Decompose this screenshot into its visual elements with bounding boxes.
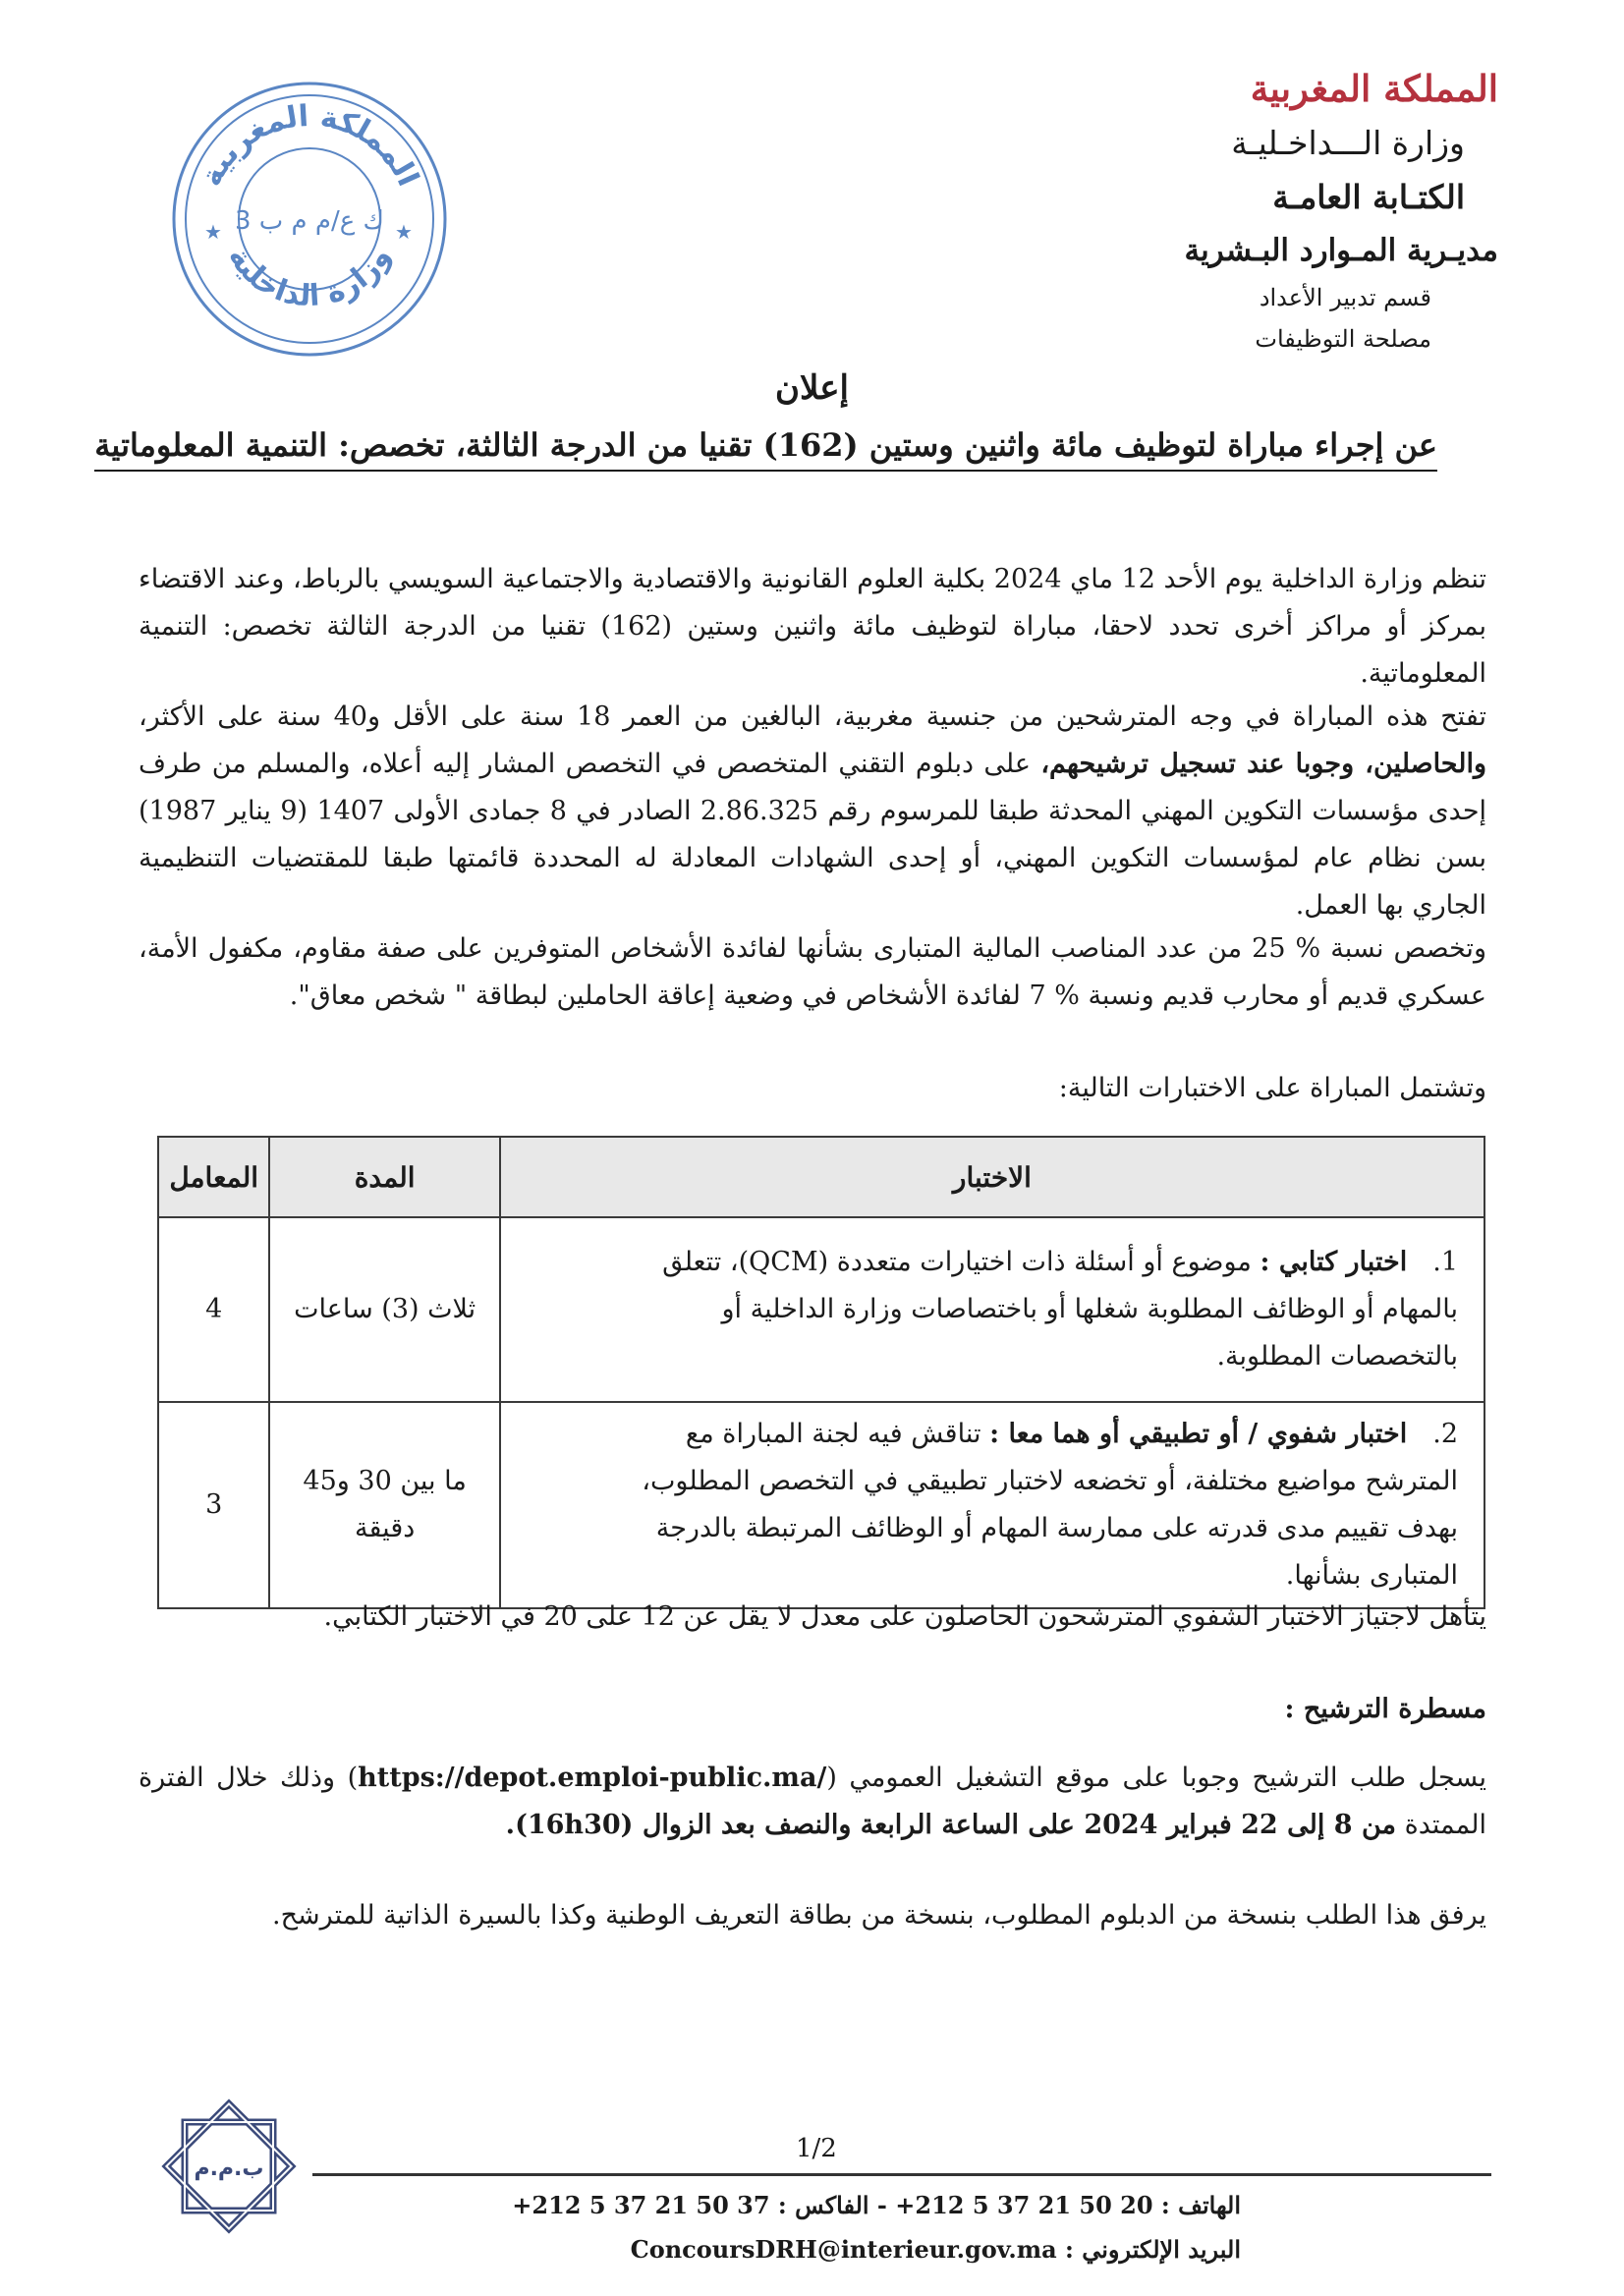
- test-title: اختبار شفوي / أو تطبيقي أو هما معا :: [989, 1419, 1408, 1449]
- application-url-link[interactable]: https://depot.emploi-public.ma/: [358, 1763, 827, 1793]
- stamp-seal-icon: [167, 77, 452, 362]
- page-number: 1/2: [796, 2134, 837, 2163]
- svg-text:وزارة الداخلية: [221, 241, 398, 313]
- logo-text: ب.م.م: [194, 2156, 264, 2181]
- eligibility-bold: والحاصلين، وجوبا عند تسجيل ترشيحهم،: [1040, 749, 1486, 779]
- ministry-name: وزارة الـــداخـليـة: [1231, 124, 1465, 162]
- table-row: [158, 1402, 1484, 1608]
- stamp-star-icon: ★: [395, 220, 413, 244]
- recruitment-service: مصلحة التوظيفات: [1255, 325, 1431, 353]
- paragraph-attachments: يرفق هذا الطلب بنسخة من الدبلوم المطلوب، بنسخة من بطاقة التعريف الوطنية وكذا بالسيرة الذاتية للمترشح.: [272, 1900, 1486, 1931]
- test-description: موضوع أو أسئلة ذات اختيارات متعددة (QCM)، تتعلق بالمهام أو الوظائف المطلوبة شغلها أو باختصاصات وزارة الداخلية أو بالتخصصات المطلوبة.: [662, 1247, 1458, 1372]
- ministry-stamp: [167, 77, 452, 362]
- test-cell: [500, 1217, 1484, 1402]
- stamp-star-icon: ★: [204, 220, 222, 244]
- email-label: البريد الإلكتروني :: [1065, 2235, 1241, 2264]
- fax-label: - الفاكس :: [777, 2191, 887, 2219]
- footer-divider: [312, 2173, 1491, 2176]
- phone-number: +212 5 37 21 50 20: [895, 2191, 1153, 2219]
- paragraph-tests-intro: وتشتمل المباراة على الاختبارات التالية:: [1058, 1073, 1486, 1103]
- footer-contact-email: [631, 2230, 1241, 2269]
- paragraph-eligibility: [139, 694, 1486, 929]
- paragraph-application: [139, 1755, 1486, 1849]
- paragraph-quotas: وتخصص نسبة % 25 من عدد المناصب المالية المتبارى بشأنها لفائدة الأشخاص المتوفرين على صفة مقاوم، مكفول الأمة، عسكري قديم أو محارب قديم ونسبة % 7 لفائدة الأشخاص في وضعية إعاقة الحاملين لبطاقة " شخص معاق".: [139, 933, 1486, 1011]
- kingdom-name: المملكة المغربية: [1250, 67, 1498, 110]
- test-title: اختبار كتابي :: [1260, 1247, 1408, 1277]
- duration-cell: ثلاث (3) ساعات: [269, 1217, 499, 1402]
- paragraph-exam-info: تنظم وزارة الداخلية يوم الأحد 12 ماي 2024 بكلية العلوم القانونية والاقتصادية والاجتماعية السويسي بالرباط، وعند الاقتضاء بمركز أو مراكز أخرى تحدد لاحقا، مباراة لتوظيف مائة واثنين وستين (162) تقنيا من الدرجة الثالثة تخصص: التنمية المعلوماتية.: [139, 564, 1486, 689]
- paragraph-oral-qualification: يتأهل لاجتياز الاختبار الشفوي المترشحون الحاصلون على معدل لا يقل عن 12 على 20 في الاختبار الكتابي.: [323, 1601, 1486, 1632]
- header-duration: المدة: [269, 1137, 499, 1217]
- announcement-subtitle: عن إجراء مباراة لتوظيف مائة واثنين وستين (162) تقنيا من الدرجة الثالثة، تخصص: التنمية المعلوماتية: [94, 420, 1437, 472]
- application-text-a: يسجل طلب الترشيح وجوبا على موقع التشغيل العمومي (: [826, 1763, 1486, 1793]
- email-link[interactable]: ConcoursDRH@interieur.gov.ma: [630, 2235, 1057, 2264]
- announcement-title: إعلان: [775, 368, 849, 408]
- header-test: الاختبار: [500, 1137, 1484, 1217]
- hr-directorate: مديـرية المـوارد البـشرية: [1184, 233, 1498, 268]
- duration-cell: ما بين 30 و45 دقيقة: [269, 1402, 499, 1608]
- test-number: 2.: [1432, 1419, 1458, 1449]
- eight-point-star-logo-icon: [155, 2093, 303, 2240]
- fax-number: +212 5 37 21 50 37: [512, 2191, 770, 2219]
- letterhead: [1086, 61, 1498, 360]
- phone-label: الهاتف :: [1160, 2191, 1241, 2219]
- test-number: 1.: [1432, 1247, 1458, 1277]
- eligibility-text-b: على دبلوم التقني المتخصص في التخصص المشار إليه أعلاه، والمسلم من طرف إحدى مؤسسات التكوين المهني المحدثة طبقا للمرسوم رقم 2.86.325 الصادر في 8 جمادى الأولى 1407 (9 يناير 1987) بسن نظام عام لمؤسسات التكوين المهني، أو إحدى الشهادات المعادلة له المحددة قائمتها طبقا للمقتضيات التنظيمية الجاري بها العمل.: [139, 749, 1487, 921]
- table-row: [158, 1217, 1484, 1402]
- table-header-row: [158, 1137, 1484, 1217]
- coefficient-cell: 3: [158, 1402, 269, 1608]
- staffing-division: قسم تدبير الأعداد: [1259, 284, 1431, 311]
- header-coefficient: المعامل: [158, 1137, 269, 1217]
- application-text-b: ) وذلك خلال الفترة الممتدة: [139, 1763, 1486, 1840]
- test-cell: [500, 1402, 1484, 1608]
- footer-logo: [155, 2093, 303, 2240]
- procedure-heading: مسطرة الترشيح :: [1284, 1694, 1486, 1724]
- eligibility-text-a: تفتح هذه المباراة في وجه المترشحين من جنسية مغربية، البالغين من العمر 18 سنة على الأقل و40 سنة على الأكثر،: [139, 701, 1487, 732]
- coefficient-cell: 4: [158, 1217, 269, 1402]
- footer-contact-phone: [512, 2186, 1241, 2225]
- application-deadline: من 8 إلى 22 فبراير 2024 على الساعة الرابعة والنصف بعد الزوال (16h30).: [505, 1810, 1396, 1840]
- tests-table: [157, 1136, 1485, 1609]
- stamp-bottom-text: وزارة الداخلية: [221, 241, 398, 314]
- test-description: تناقش فيه لجنة المباراة مع المترشح مواضيع مختلفة، أو تخضعه لاختبار تطبيقي في التخصص المطلوب، بهدف تقييم مدى قدرته على ممارسة المهام أو الوظائف المرتبطة بالدرجة المتبارى بشأنها.: [642, 1419, 1458, 1591]
- stamp-top-text: المملكة المغربية: [194, 98, 425, 193]
- svg-text:المملكة المغربية: [194, 99, 425, 192]
- stamp-code: ك ع/م م ب 3: [235, 206, 384, 236]
- general-secretariat: الكتـابة العامـة: [1272, 178, 1465, 216]
